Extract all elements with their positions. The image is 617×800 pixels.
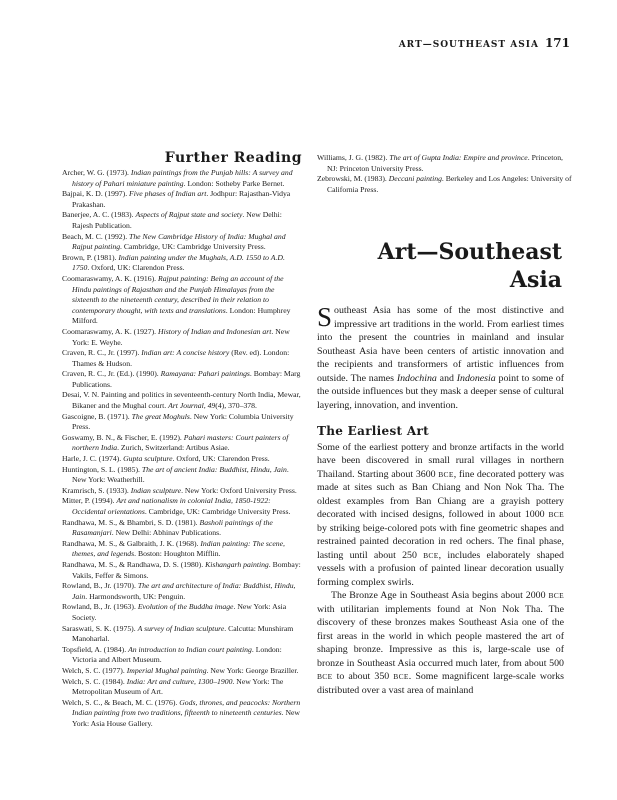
reference-author: Zebrowski, M. (1983). xyxy=(317,174,389,184)
reference-entry xyxy=(62,369,302,390)
reference-publisher: . New York: Columbia University Press. xyxy=(72,411,294,432)
drop-cap: S xyxy=(317,302,333,332)
reference-publisher: . New Delhi: Abhinav Publications. xyxy=(111,528,222,538)
reference-title: Art and nationalism in colonial India, 1850-1922: Occidental orientations xyxy=(72,496,271,516)
paragraph-text: to about 350 xyxy=(332,671,394,682)
paragraph-text: outheast Asia has some of the most distinctive and impressive art traditions in the world. From earliest times into the present the countries in mainland and insular Southeast Asia have been centers of artistic innovation and the recipients and transformers of artistic influences from outside. The names xyxy=(317,305,564,384)
reference-publisher: . Princeton, NJ: Princeton University Press. xyxy=(327,153,563,173)
reference-title: Ramayana: Pahari paintings xyxy=(160,369,250,379)
reference-publisher: . London: Sotheby Parke Bernet. xyxy=(183,178,285,188)
reference-author: Welch, S. C. (1977). xyxy=(62,665,127,675)
page-number: 171 xyxy=(544,36,570,50)
reference-author: Gascoigne, B. (1971). xyxy=(62,411,132,421)
reference-title: Kishangarh painting xyxy=(205,559,269,569)
term: Indonesia xyxy=(456,372,496,384)
reference-title: Imperial Mughal painting xyxy=(126,665,207,675)
paragraph-text: with utilitarian implements found at Non Nok Tha. The discovery of these bronzes makes Southeast Asia one of the first areas in the world in which people mastered the art of shaping bronze. Impressive as this is, large-scale use of bronze in Southeast Asia occurred much later, from about 500 xyxy=(317,603,564,669)
reference-entry xyxy=(62,560,302,581)
reference-publisher: . New York: Asia House Gallery. xyxy=(72,708,300,728)
reference-author: Randhawa, M. S., & Bhambri, S. D. (1981). xyxy=(62,517,200,527)
reference-entry xyxy=(62,645,302,666)
reference-entry xyxy=(62,253,302,274)
reference-publisher: . Bombay: Marg Publications. xyxy=(72,369,301,389)
running-header xyxy=(399,36,570,50)
reference-publisher: . Boston: Houghton Mifflin. xyxy=(134,549,221,559)
reference-title: India: Art and culture, 1300–1900 xyxy=(126,676,233,686)
reference-title: Indian sculpture xyxy=(130,485,182,495)
reference-publisher: . New Delhi: Rajesh Publication. xyxy=(72,210,282,230)
reference-publisher: . Harmondsworth, UK: Penguin. xyxy=(85,591,186,601)
paragraph-text: point to some of the outside influences but they mask a deeper sense of cultural layering, innovation, and invention. xyxy=(317,372,564,411)
further-reading-section xyxy=(62,150,302,729)
reference-entry xyxy=(62,581,302,602)
reference-publisher: . London: Humphrey Milford. xyxy=(72,305,291,326)
reference-title: Indian art: A concise history xyxy=(141,348,230,358)
article-body xyxy=(317,304,564,697)
era-label: BCE xyxy=(423,550,439,560)
reference-title: The art and architecture of India: Buddhist, Hindu, Jain xyxy=(72,581,296,601)
reference-entry xyxy=(62,496,302,517)
body-paragraph xyxy=(317,589,564,697)
reference-list xyxy=(317,153,572,195)
reference-publisher: . New York: Asia Society. xyxy=(72,602,287,622)
reference-entry xyxy=(62,677,302,698)
reference-title: Evolution of the Buddha image xyxy=(137,602,234,612)
era-label: BCE xyxy=(317,672,333,681)
reference-publisher: . Jodhpur: Rajasthan-Vidya Prakashan. xyxy=(72,189,291,209)
reference-publisher: . Oxford, UK: Clarendon Press. xyxy=(172,454,270,464)
reference-publisher: . Zurich, Switzerland: Artibus Asiae. xyxy=(117,443,230,453)
reference-title: Aspects of Rajput state and society xyxy=(135,210,243,220)
reference-author: Randhawa, M. S., & Galbraith, J. K. (1968). xyxy=(62,538,201,548)
reference-title: Indian paintings from the Punjab hills: A survey and history of Pahari miniature painting xyxy=(72,168,293,188)
reference-publisher: . Cambridge, UK: Cambridge University Press. xyxy=(144,507,291,516)
further-reading-title: Further Reading xyxy=(164,150,302,166)
reference-publisher: . Bombay: Vakils, Feffer & Simons. xyxy=(72,559,301,580)
reference-author: Beach, M. C. (1992). xyxy=(62,231,130,241)
reference-publisher: (4), 370–378. xyxy=(215,401,257,411)
reference-author: Topsfield, A. (1984). xyxy=(62,644,129,654)
reference-title: An introduction to Indian court painting xyxy=(128,644,252,654)
reference-author: Rowland, B., Jr. (1970). xyxy=(62,581,138,591)
reference-entry xyxy=(62,232,302,253)
reference-publisher: . Calcutta: Munshiram Manoharlal. xyxy=(72,623,294,644)
reference-author: Randhawa, M. S., & Randhawa, D. S. (1980). xyxy=(62,559,206,569)
reference-author: Huntington, S. L. (1985). xyxy=(62,464,142,474)
reference-entry xyxy=(62,518,302,539)
reference-title: The great Moghuls xyxy=(131,411,190,421)
reference-author: Williams, J. G. (1982). xyxy=(317,153,390,162)
reference-author: Coomaraswamy, A. K. (1916). xyxy=(62,273,159,283)
reference-title: History of Indian and Indonesian art xyxy=(158,326,272,336)
reference-list-continued xyxy=(317,153,572,195)
reference-entry xyxy=(317,153,572,174)
reference-author: Harle, J. C. (1974). xyxy=(62,454,124,464)
reference-entry xyxy=(62,602,302,623)
reference-title: Basholi paintings of the Rasamanjari xyxy=(72,517,273,538)
reference-title: Five phases of Indian art xyxy=(129,189,207,199)
reference-publisher: (Rev. ed). London: Thames & Hudson. xyxy=(72,348,290,368)
reference-entry xyxy=(62,666,302,677)
reference-author: Rowland, B., Jr. (1963). xyxy=(62,602,138,612)
reference-publisher: . New York: George Braziller. xyxy=(206,665,299,675)
era-label: BCE xyxy=(548,591,564,600)
reference-author: Kramrisch, S. (1933). xyxy=(62,485,131,495)
reference-author: Craven, R. C., Jr. (Ed.). (1990). xyxy=(62,369,161,379)
paragraph-text: and xyxy=(436,372,457,384)
reference-title: The art of Gupta India: Empire and province xyxy=(389,153,528,162)
section-heading: The Earliest Art xyxy=(317,424,429,438)
reference-entry xyxy=(62,210,302,231)
reference-author: Bajpai, K. D. (1997). xyxy=(62,189,130,199)
reference-entry xyxy=(62,624,302,645)
reference-author: Brown, P. (1981). xyxy=(62,252,119,262)
paragraph-text: Some of the earliest pottery and bronze artifacts in the world have been discovered in small rural villages in northern Thailand. Starting about 3600 xyxy=(317,441,564,480)
reference-entry xyxy=(62,539,302,560)
era-label: BCE xyxy=(548,510,564,519)
paragraph-text: The Bronze Age in Southeast Asia begins about 2000 xyxy=(331,590,549,601)
intro-paragraph xyxy=(317,304,564,412)
reference-title: Indian painting: The scene, themes, and legends xyxy=(72,538,285,559)
paragraph-text: by striking beige-colored pots with fine geometric shapes and restrained painted decoration in red ochers. The final phase, lasting until about 250 xyxy=(317,522,564,561)
reference-author: Craven, R. C., Jr. (1997). xyxy=(62,348,142,358)
reference-list xyxy=(62,168,302,729)
reference-publisher: . Oxford, UK: Clarendon Press. xyxy=(87,263,185,273)
reference-title: The New Cambridge History of India: Mughal and Rajput painting xyxy=(72,231,286,252)
reference-entry xyxy=(62,454,302,465)
body-paragraph xyxy=(317,441,564,590)
reference-title: Pahari masters: Court painters of northern India xyxy=(72,432,289,453)
running-title: ART—SOUTHEAST ASIA xyxy=(398,40,539,50)
reference-entry xyxy=(317,174,572,195)
reference-entry xyxy=(62,433,302,454)
era-label: BCE xyxy=(393,672,409,681)
reference-publisher: . New York: The Metropolitan Museum of Art. xyxy=(72,676,284,697)
reference-title: The art of ancient India: Buddhist, Hindu, Jain xyxy=(141,464,287,474)
reference-author: Goswamy, B. N., & Fischer, E. (1992). xyxy=(62,432,184,442)
reference-entry xyxy=(62,486,302,497)
paragraph-text: . Some magnificent large-scale works distributed over a vast area of mainland xyxy=(317,671,564,696)
paragraph-text: , fine decorated pottery was made at sites such as Ban Chiang and Non Nok Tha. The oldest examples from Ban Chiang are a grayish pottery decorated with incised designs, followed in about 1000 xyxy=(317,468,564,520)
reference-entry xyxy=(62,327,302,348)
reference-entry xyxy=(62,168,302,189)
reference-publisher: . New York: Weatherhill. xyxy=(72,464,289,485)
reference-entry xyxy=(62,189,302,210)
reference-publisher: . London: Victoria and Albert Museum. xyxy=(72,644,282,665)
reference-title: A survey of Indian sculpture xyxy=(137,623,225,633)
reference-title: Indian painting under the Mughals, A.D. 1550 to A.D. 1750 xyxy=(72,252,285,273)
paragraph-text: , includes elaborately shaped vessels with a profusion of painted linear decoration usually forming complex swirls. xyxy=(317,549,564,588)
reference-publisher: . Berkeley and Los Angeles: University of California Press. xyxy=(327,174,572,194)
reference-author: Coomaraswamy, A. K. (1927). xyxy=(62,326,159,336)
article-title-line: Art—Southeast xyxy=(377,239,562,265)
reference-publisher: . New York: Oxford University Press. xyxy=(181,485,297,495)
reference-author: Saraswati, S. K. (1975). xyxy=(62,623,138,633)
reference-title: Rajput painting: Being an account of the Hindu paintings of Rajasthan and the Punjab Himalayas from the sixteenth to the nineteenth century, described in their relation to contemporary thought, with texts and translations xyxy=(72,273,284,315)
reference-author: Banerjee, A. C. (1983). xyxy=(62,210,136,220)
reference-author: Desai, V. N. Painting and politics in seventeenth-century North India, Mewar, Bikaner and the Mughal court. xyxy=(62,390,301,411)
reference-entry xyxy=(62,274,302,327)
reference-title: Gupta sculpture xyxy=(123,454,173,464)
reference-author: Welch, S. C., & Beach, M. C. (1976). xyxy=(62,697,180,707)
article-title-line: Asia xyxy=(509,267,562,293)
reference-author: Mitter, P. (1994). xyxy=(62,496,117,506)
term: Indochina xyxy=(396,372,437,384)
reference-entry xyxy=(62,465,302,486)
era-label: BCE xyxy=(438,469,454,479)
reference-entry xyxy=(62,390,302,411)
reference-author: Welch, S. C. (1984). xyxy=(62,676,127,686)
reference-entry xyxy=(62,348,302,369)
reference-entry xyxy=(62,412,302,433)
article-title xyxy=(317,238,562,294)
reference-title: Deccani painting xyxy=(388,174,442,184)
reference-author: Archer, W. G. (1973). xyxy=(62,168,131,177)
reference-title: Gods, thrones, and peacocks: Northern Indian painting from two traditions, fifteenth to nineteenth centuries xyxy=(72,697,301,718)
reference-publisher: . Cambridge, UK: Cambridge University Press. xyxy=(120,242,266,252)
reference-title: Art Journal, 49 xyxy=(168,401,216,411)
reference-publisher: . New York: E. Weyhe. xyxy=(72,326,290,347)
reference-entry xyxy=(62,698,302,730)
